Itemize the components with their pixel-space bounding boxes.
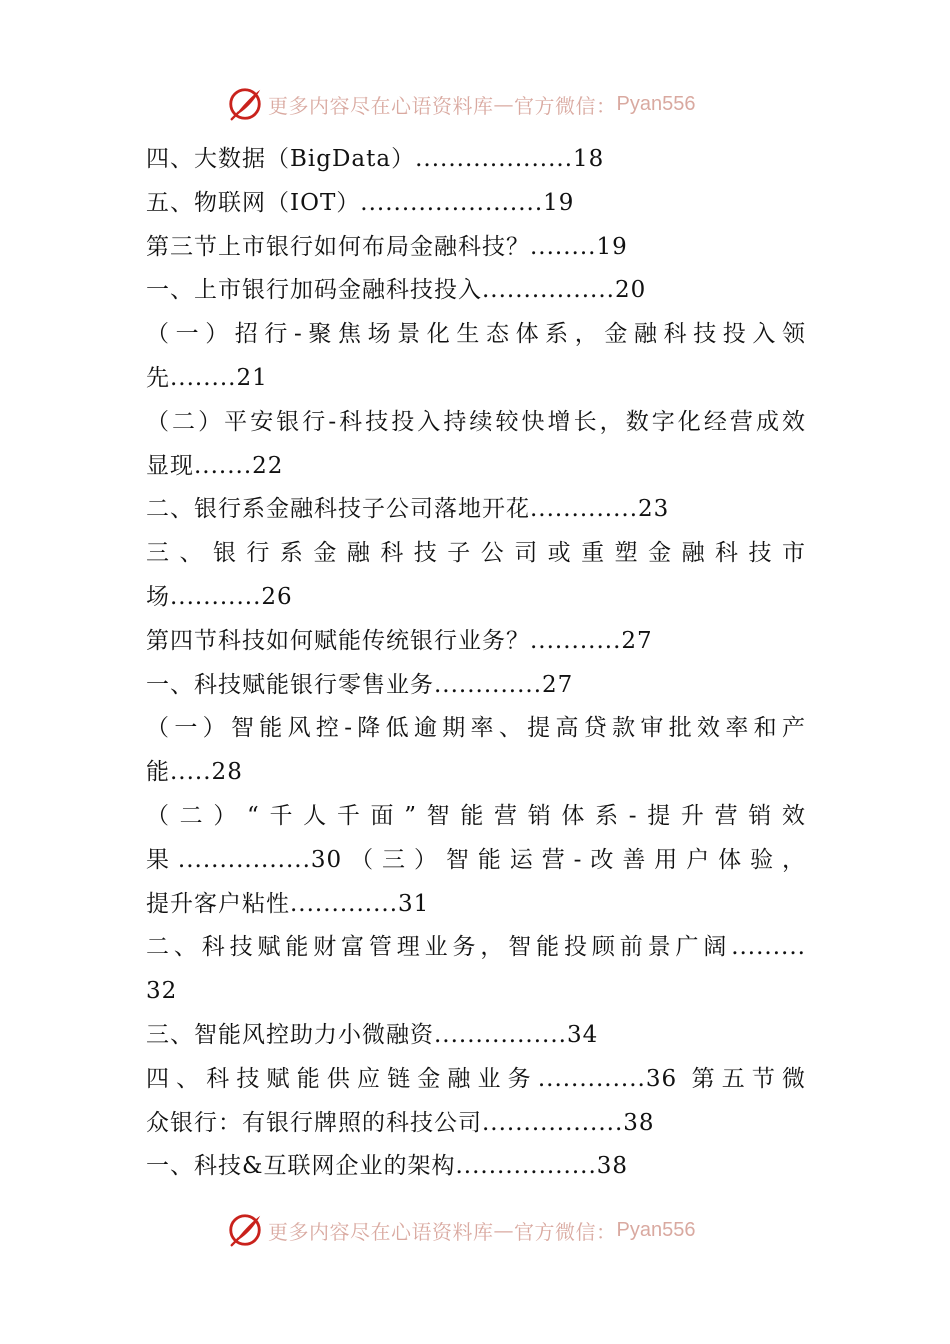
toc-line: （二）“千人千面”智能营销体系-提升营销效 (146, 802, 806, 829)
toc-line: （一）智能风控-降低逾期率、提高贷款审批效率和产 (146, 715, 806, 742)
toc-line: （一）招行-聚焦场景化生态体系，金融科技投入领 (146, 321, 806, 348)
quill-logo-icon (226, 1211, 264, 1249)
toc-line: 一、科技&互联网企业的架构.................38 (146, 1153, 629, 1180)
watermark-footer (226, 1210, 695, 1250)
toc-line: 二、银行系金融科技子公司落地开花.............23 (146, 496, 670, 523)
toc-line: 二、科技赋能财富管理业务，智能投顾前景广阔......... (146, 934, 806, 961)
toc-line: 提升客户粘性.............31 (146, 890, 430, 917)
toc-line: （二）平安银行-科技投入持续较快增长，数字化经营成效 (146, 408, 806, 435)
watermark-brand: 更多内容尽在心语资料库 (268, 93, 494, 118)
toc-line: 第三节上市银行如何布局金融科技？........19 (146, 233, 628, 260)
toc-line: 先........21 (146, 364, 268, 391)
toc-line: 场...........26 (146, 583, 293, 610)
watermark-wechat-id: Pyan556 (616, 1218, 696, 1241)
watermark-dash: — (493, 92, 514, 116)
toc-line: 果................30（三）智能运营-改善用户体验， (146, 846, 806, 873)
toc-line: 四、大数据（BigData）...................18 (146, 146, 605, 172)
toc-line: 四、科技赋能供应链金融业务.............36 第五节微 (146, 1065, 806, 1092)
watermark-header (226, 84, 695, 124)
toc-line: 三、银行系金融科技子公司或重塑金融科技市 (146, 540, 806, 567)
toc-line: 一、上市银行加码金融科技投入................20 (146, 277, 647, 304)
toc-line: 显现.......22 (146, 452, 284, 479)
watermark-wechat-id: Pyan556 (616, 92, 696, 115)
toc-line: 能.....28 (146, 759, 243, 786)
toc-line: 第四节科技如何赋能传统银行业务？...........27 (146, 627, 653, 654)
watermark-wechat-label: 官方微信： (514, 1219, 617, 1244)
quill-logo-icon (226, 85, 264, 123)
watermark-brand: 更多内容尽在心语资料库 (268, 1219, 494, 1244)
toc-line: 一、科技赋能银行零售业务.............27 (146, 671, 574, 698)
toc-line: 五、物联网（IOT）......................19 (146, 189, 575, 216)
toc-line: 32 (146, 978, 178, 1005)
watermark-wechat-label: 官方微信： (514, 93, 617, 118)
toc-line: 三、智能风控助力小微融资................34 (146, 1021, 599, 1048)
watermark-dash: — (493, 1218, 514, 1242)
table-of-contents (146, 138, 806, 1189)
toc-line: 众银行：有银行牌照的科技公司.................38 (146, 1109, 655, 1136)
